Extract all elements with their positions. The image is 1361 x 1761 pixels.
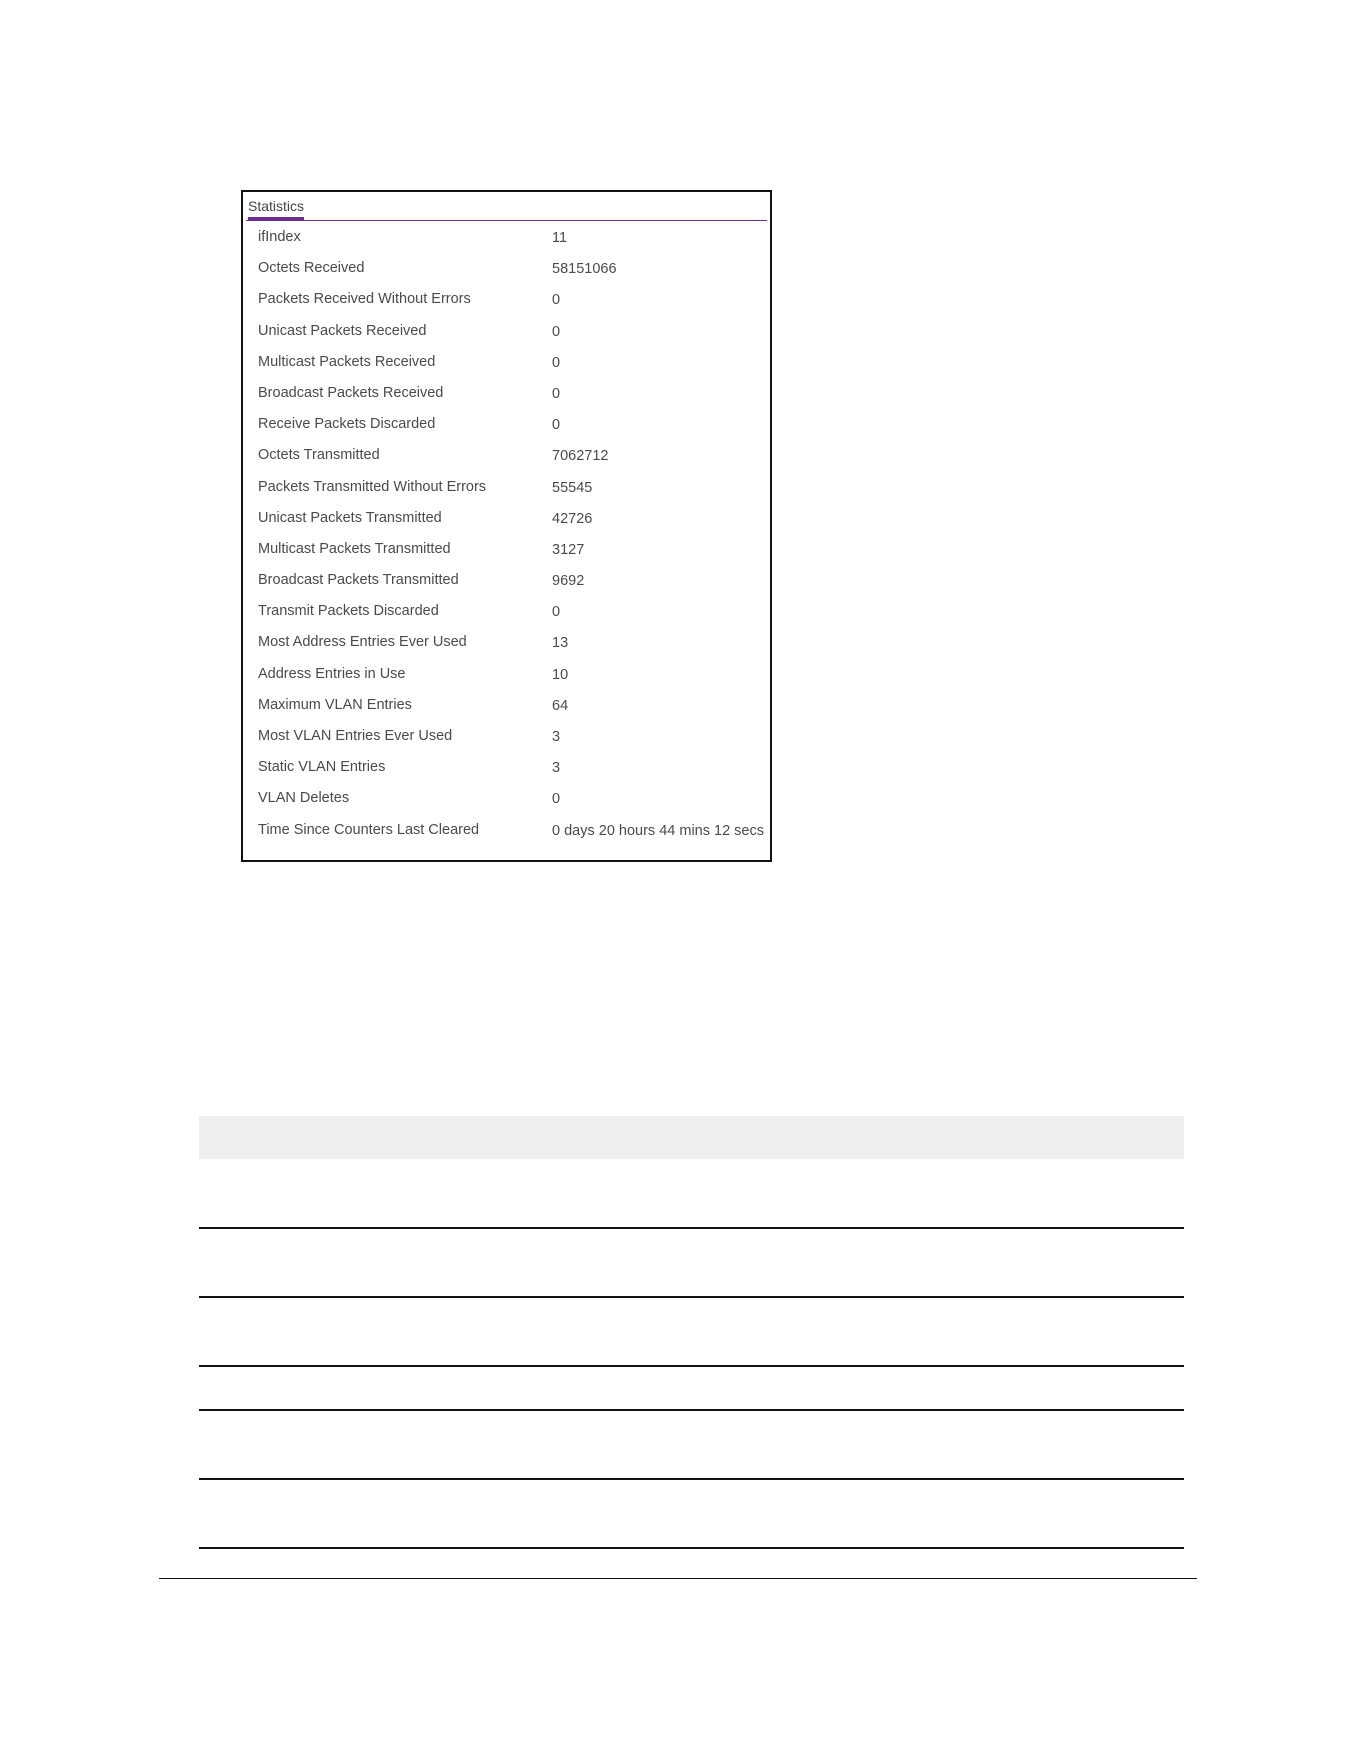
stat-label: Broadcast Packets Transmitted: [258, 572, 459, 589]
stat-label: Multicast Packets Transmitted: [258, 540, 451, 557]
statistics-list: [258, 220, 764, 844]
stat-value: 11: [552, 230, 568, 246]
stat-row: [258, 750, 764, 781]
stat-row: [258, 532, 764, 563]
stat-label: Packets Received Without Errors: [258, 291, 471, 308]
stat-label: Transmit Packets Discarded: [258, 603, 439, 620]
stat-row: [258, 251, 764, 282]
stat-row: [258, 594, 764, 625]
stat-label: Time Since Counters Last Cleared: [258, 821, 480, 838]
stat-row: [258, 657, 764, 688]
stat-row: [258, 719, 764, 750]
stat-row: [258, 220, 764, 251]
stat-label: Unicast Packets Transmitted: [258, 509, 442, 526]
stat-value: 64: [552, 697, 569, 714]
stat-label: Broadcast Packets Received: [258, 384, 444, 401]
table-row: [199, 1367, 1184, 1411]
stat-label: Address Entries in Use: [258, 665, 406, 682]
stat-row: [258, 345, 764, 376]
stat-value: 0: [552, 292, 561, 309]
stat-label: VLAN Deletes: [258, 790, 350, 807]
stat-row: [258, 688, 764, 719]
stat-value: 42726: [552, 510, 593, 527]
stat-value: 3: [552, 760, 561, 777]
table-row: [199, 1411, 1184, 1480]
table-row: [199, 1480, 1184, 1549]
stat-label: ifIndex: [258, 229, 301, 245]
stat-label: Maximum VLAN Entries: [258, 696, 412, 713]
stat-label: Unicast Packets Received: [258, 322, 427, 339]
stat-row: [258, 314, 764, 345]
stat-row: [258, 282, 764, 313]
table-row: [199, 1159, 1184, 1229]
table-row: [199, 1229, 1184, 1298]
stat-value: 13: [552, 635, 569, 652]
stat-value: 9692: [552, 573, 585, 590]
footer-divider: [159, 1578, 1197, 1579]
stat-row: [258, 470, 764, 501]
stat-value: 0 days 20 hours 44 mins 12 secs: [552, 822, 764, 839]
document-table: [199, 1116, 1184, 1549]
stat-value: 3127: [552, 541, 585, 558]
stat-label: Receive Packets Discarded: [258, 416, 436, 433]
stat-value: 3: [552, 729, 561, 745]
stat-row: [258, 407, 764, 438]
stat-row: [258, 438, 764, 469]
stat-value: 0: [552, 604, 561, 621]
stat-value: 58151066: [552, 261, 617, 278]
stat-label: Most VLAN Entries Ever Used: [258, 728, 453, 744]
stat-row: [258, 376, 764, 407]
stat-label: Static VLAN Entries: [258, 759, 386, 776]
table-row: [199, 1298, 1184, 1367]
stat-row: [258, 625, 764, 656]
stat-value: 7062712: [552, 448, 609, 465]
statistics-panel: [241, 190, 772, 862]
stat-row: [258, 781, 764, 812]
stat-value: 0: [552, 323, 561, 340]
stat-label: Octets Received: [258, 260, 365, 277]
stat-value: 10: [552, 666, 569, 683]
stat-value: 0: [552, 385, 561, 402]
stat-label: Multicast Packets Received: [258, 353, 436, 370]
stat-row: [258, 813, 764, 844]
stat-value: 55545: [552, 479, 593, 496]
stat-label: Most Address Entries Ever Used: [258, 634, 467, 651]
stat-row: [258, 501, 764, 532]
stat-value: 0: [552, 354, 561, 371]
statistics-header: [246, 194, 767, 221]
stat-value: 0: [552, 791, 561, 808]
stat-label: Octets Transmitted: [258, 447, 380, 464]
stat-value: 0: [552, 417, 561, 434]
stat-row: [258, 563, 764, 594]
table-header: [199, 1116, 1184, 1159]
tab-statistics[interactable]: Statistics: [248, 198, 304, 220]
stat-label: Packets Transmitted Without Errors: [258, 478, 487, 495]
